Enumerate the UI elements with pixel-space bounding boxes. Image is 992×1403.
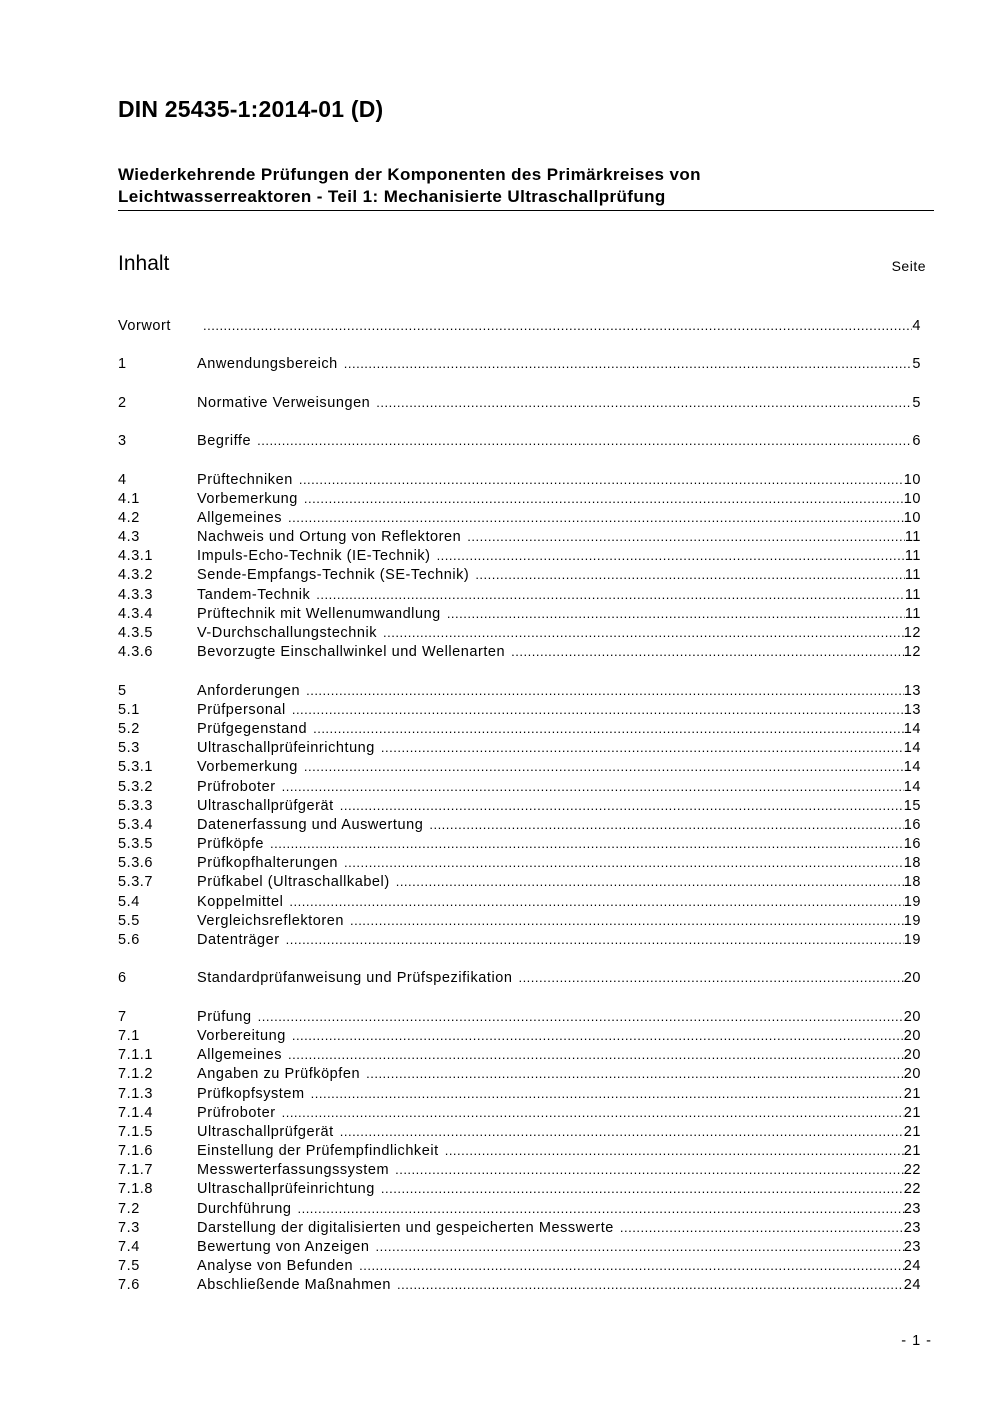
toc-entry-number: 7.1.8 bbox=[118, 1181, 153, 1198]
toc-entry[interactable] bbox=[118, 968, 921, 987]
toc-entry[interactable] bbox=[118, 1256, 921, 1275]
toc-dot-leader bbox=[270, 834, 904, 853]
toc-entry-page: 21 bbox=[903, 1085, 921, 1102]
toc-dot-leader bbox=[350, 911, 904, 930]
toc-entry-title: Angaben zu Prüfköpfen bbox=[197, 1066, 361, 1083]
toc-dot-leader bbox=[376, 393, 912, 412]
toc-entry-number: 7 bbox=[118, 1008, 127, 1025]
document-title-line-1: Wiederkehrende Prüfungen der Komponenten des Primärkreises von bbox=[118, 165, 701, 184]
toc-entry-title: Sende-Empfangs-Technik (SE-Technik) bbox=[197, 567, 470, 584]
toc-entry-title: Prüftechnik mit Wellenumwandlung bbox=[197, 605, 441, 622]
toc-dot-leader bbox=[288, 1045, 904, 1064]
toc-entry-number: 5.5 bbox=[118, 912, 140, 929]
toc-entry[interactable] bbox=[118, 527, 921, 546]
toc-dot-leader bbox=[299, 470, 904, 489]
toc-entry-page: 14 bbox=[903, 759, 921, 776]
toc-entry-title: Prüfköpfe bbox=[197, 836, 265, 853]
toc-entry-number: 5.3 bbox=[118, 740, 140, 757]
toc-dot-leader bbox=[447, 604, 905, 623]
toc-entry-title: Prüfgegenstand bbox=[197, 720, 308, 737]
toc-entry-number: 4.3.4 bbox=[118, 605, 153, 622]
table-of-contents bbox=[118, 316, 921, 1295]
toc-dot-leader bbox=[397, 1275, 904, 1294]
toc-entry[interactable] bbox=[118, 604, 921, 623]
toc-entry[interactable] bbox=[118, 777, 921, 796]
toc-entry[interactable] bbox=[118, 623, 921, 642]
toc-entry[interactable] bbox=[118, 853, 921, 872]
toc-entry-title: Standardprüfanweisung und Prüfspezifikation bbox=[197, 970, 513, 987]
toc-dot-leader bbox=[313, 719, 904, 738]
toc-entry[interactable] bbox=[118, 1007, 921, 1026]
toc-entry-title: Durchführung bbox=[197, 1200, 292, 1217]
toc-entry-page: 23 bbox=[903, 1219, 921, 1236]
toc-entry-number: 7.1.2 bbox=[118, 1066, 153, 1083]
toc-entry-title: Abschließende Maßnahmen bbox=[197, 1277, 391, 1294]
toc-entry-title: Prüfung bbox=[197, 1008, 252, 1025]
toc-entry-title: Normative Verweisungen bbox=[197, 394, 371, 411]
toc-entry-page: 10 bbox=[903, 471, 921, 488]
toc-entry-title: Koppelmittel bbox=[197, 893, 284, 910]
toc-entry-page: 11 bbox=[904, 605, 921, 622]
toc-entry-number: 5.4 bbox=[118, 893, 140, 910]
toc-entry-title: Ultraschallprüfgerät bbox=[197, 797, 334, 814]
toc-entry[interactable] bbox=[118, 546, 921, 565]
toc-entry-page: 21 bbox=[903, 1104, 921, 1121]
toc-entry-title: Vorbemerkung bbox=[197, 759, 298, 776]
toc-entry-page: 20 bbox=[903, 1047, 921, 1064]
toc-entry-page: 19 bbox=[903, 912, 921, 929]
toc-entry[interactable] bbox=[118, 1160, 921, 1179]
toc-entry-page: 16 bbox=[903, 836, 921, 853]
toc-entry-title: Prüfkopfhalterungen bbox=[197, 855, 339, 872]
toc-entry-title: Anwendungsbereich bbox=[197, 356, 338, 373]
toc-dot-leader bbox=[304, 757, 904, 776]
toc-dot-leader bbox=[376, 1237, 904, 1256]
toc-entry[interactable] bbox=[118, 393, 921, 412]
toc-entry-page: 18 bbox=[903, 874, 921, 891]
toc-entry-title: Datenerfassung und Auswertung bbox=[197, 816, 424, 833]
toc-dot-leader bbox=[381, 738, 904, 757]
toc-dot-leader bbox=[344, 853, 904, 872]
toc-entry-number: 5.3.2 bbox=[118, 778, 153, 795]
toc-entry[interactable] bbox=[118, 1045, 921, 1064]
toc-entry-number: 4.1 bbox=[118, 490, 140, 507]
toc-dot-leader bbox=[395, 1160, 904, 1179]
toc-dot-leader bbox=[396, 872, 904, 891]
toc-entry-number: 7.4 bbox=[118, 1239, 140, 1255]
toc-entry[interactable] bbox=[118, 872, 921, 891]
toc-entry-page: 19 bbox=[903, 893, 921, 910]
toc-entry-title: Vorbemerkung bbox=[197, 490, 298, 507]
toc-dot-leader bbox=[282, 1103, 904, 1122]
toc-dot-leader bbox=[304, 489, 904, 508]
toc-entry[interactable] bbox=[118, 431, 921, 450]
toc-entry-page: 12 bbox=[903, 644, 921, 661]
toc-entry-number: 5.3.5 bbox=[118, 836, 153, 853]
toc-entry-page: 16 bbox=[903, 816, 921, 833]
toc-group-spacer bbox=[118, 412, 921, 431]
toc-entry[interactable] bbox=[118, 642, 921, 661]
toc-entry-page: 13 bbox=[903, 682, 921, 699]
toc-entry-page: 14 bbox=[903, 740, 921, 757]
toc-entry-number: 4.3.2 bbox=[118, 567, 153, 584]
toc-entry-number: 7.1.5 bbox=[118, 1123, 153, 1140]
toc-entry-number: 7.6 bbox=[118, 1277, 140, 1294]
toc-entry-title: Vergleichsreflektoren bbox=[197, 912, 344, 929]
toc-entry[interactable] bbox=[118, 1218, 921, 1237]
toc-entry[interactable] bbox=[118, 1103, 921, 1122]
toc-entry-page: 5 bbox=[912, 394, 921, 411]
toc-entry-number: 5.6 bbox=[118, 932, 140, 948]
toc-dot-leader bbox=[620, 1218, 904, 1237]
toc-entry-page: 15 bbox=[903, 797, 921, 814]
toc-entry-page: 20 bbox=[903, 1066, 921, 1083]
toc-dot-leader bbox=[258, 1007, 904, 1026]
toc-entry-page: 11 bbox=[904, 548, 921, 565]
toc-entry-page: 4 bbox=[912, 318, 921, 334]
toc-entry-page: 5 bbox=[912, 356, 921, 373]
toc-dot-leader bbox=[288, 508, 904, 527]
toc-entry[interactable] bbox=[118, 834, 921, 853]
toc-entry[interactable] bbox=[118, 565, 921, 584]
toc-entry[interactable] bbox=[118, 738, 921, 757]
toc-group-spacer bbox=[118, 374, 921, 393]
document-title bbox=[118, 164, 934, 208]
toc-entry-number: 7.1.4 bbox=[118, 1104, 153, 1121]
toc-entry-page: 6 bbox=[912, 433, 921, 450]
toc-entry[interactable] bbox=[118, 1026, 921, 1045]
toc-entry[interactable] bbox=[118, 892, 921, 911]
toc-entry-page: 21 bbox=[903, 1143, 921, 1160]
toc-entry-title: Prüftechniken bbox=[197, 471, 293, 488]
toc-entry-title: Prüfroboter bbox=[197, 1104, 276, 1121]
toc-entry-page: 23 bbox=[903, 1200, 921, 1217]
toc-entry-number: 5.3.6 bbox=[118, 855, 153, 872]
toc-dot-leader bbox=[437, 546, 905, 565]
toc-dot-leader bbox=[316, 585, 905, 604]
toc-dot-leader bbox=[445, 1141, 904, 1160]
toc-group-spacer bbox=[118, 450, 921, 469]
toc-entry-title: Vorbereitung bbox=[197, 1027, 286, 1044]
toc-entry-number: 5.3.7 bbox=[118, 874, 153, 891]
toc-entry-page: 21 bbox=[903, 1123, 921, 1140]
toc-dot-leader bbox=[297, 1199, 903, 1218]
toc-entry-page: 24 bbox=[903, 1277, 921, 1294]
toc-entry-number: 4.3 bbox=[118, 529, 140, 546]
toc-dot-leader bbox=[475, 565, 905, 584]
toc-entry-page: 18 bbox=[903, 855, 921, 872]
toc-entry-number: 6 bbox=[118, 970, 127, 987]
toc-entry-page: 14 bbox=[903, 720, 921, 737]
toc-page-column-label: Seite bbox=[891, 258, 926, 274]
toc-entry-number: 7.1 bbox=[118, 1027, 140, 1044]
toc-entry-number: 5.2 bbox=[118, 720, 140, 737]
toc-entry-number: 7.3 bbox=[118, 1219, 140, 1236]
toc-entry[interactable] bbox=[118, 1237, 921, 1256]
toc-entry-title: V-Durchschallungstechnik bbox=[197, 625, 378, 641]
toc-entry-title: Einstellung der Prüfempfindlichkeit bbox=[197, 1143, 439, 1160]
toc-entry[interactable] bbox=[118, 470, 921, 489]
toc-entry[interactable] bbox=[118, 1141, 921, 1160]
toc-entry-number: 7.5 bbox=[118, 1258, 140, 1275]
toc-entry-title: Bevorzugte Einschallwinkel und Wellenarten bbox=[197, 644, 506, 661]
toc-entry-number: 5.3.4 bbox=[118, 816, 153, 833]
toc-heading: Inhalt bbox=[118, 252, 170, 275]
toc-entry-page: 13 bbox=[903, 701, 921, 718]
toc-entry[interactable] bbox=[118, 1122, 921, 1141]
toc-dot-leader bbox=[289, 892, 903, 911]
toc-entry-title: Allgemeines bbox=[197, 1047, 283, 1064]
toc-entry-number: 4 bbox=[118, 471, 127, 488]
toc-entry[interactable] bbox=[118, 700, 921, 719]
toc-entry-title: Analyse von Befunden bbox=[197, 1258, 354, 1275]
toc-entry-page: 22 bbox=[903, 1181, 921, 1198]
toc-entry-page: 19 bbox=[903, 932, 921, 948]
toc-entry-page: 14 bbox=[903, 778, 921, 795]
toc-entry-title: Impuls-Echo-Technik (IE-Technik) bbox=[197, 548, 431, 565]
toc-entry[interactable] bbox=[118, 930, 921, 949]
toc-entry-number: 5.1 bbox=[118, 701, 140, 718]
page-number: - 1 - bbox=[901, 1333, 932, 1349]
toc-entry[interactable] bbox=[118, 585, 921, 604]
toc-entry-title: Prüfroboter bbox=[197, 778, 276, 795]
toc-group-spacer bbox=[118, 335, 921, 354]
toc-entry-page: 12 bbox=[903, 625, 921, 641]
toc-entry-title: Ultraschallprüfgerät bbox=[197, 1123, 334, 1140]
toc-dot-leader bbox=[344, 354, 913, 373]
toc-entry[interactable] bbox=[118, 354, 921, 373]
toc-dot-leader bbox=[292, 1026, 904, 1045]
toc-entry-number: 7.1.6 bbox=[118, 1143, 153, 1160]
toc-dot-leader bbox=[429, 815, 903, 834]
toc-entry-page: 20 bbox=[903, 1027, 921, 1044]
toc-entry-number: 4.3.6 bbox=[118, 644, 153, 661]
toc-entry-page: 11 bbox=[904, 567, 921, 584]
toc-dot-leader bbox=[257, 431, 912, 450]
toc-entry[interactable] bbox=[118, 681, 921, 700]
toc-entry-number: 7.1.1 bbox=[118, 1047, 153, 1064]
toc-entry-title: Messwerterfassungssystem bbox=[197, 1162, 390, 1179]
toc-dot-leader bbox=[311, 1084, 904, 1103]
toc-entry-title: Bewertung von Anzeigen bbox=[197, 1239, 370, 1255]
toc-entry-page: 11 bbox=[904, 529, 921, 546]
toc-entry-title: Prüfkabel (Ultraschallkabel) bbox=[197, 874, 390, 891]
toc-entry-title: Allgemeines bbox=[197, 509, 283, 526]
toc-entry-page: 10 bbox=[903, 490, 921, 507]
toc-dot-leader bbox=[292, 700, 904, 719]
toc-dot-leader bbox=[359, 1256, 904, 1275]
toc-entry-title: Begriffe bbox=[197, 433, 252, 450]
toc-entry[interactable] bbox=[118, 815, 921, 834]
toc-entry-page: 22 bbox=[903, 1162, 921, 1179]
toc-entry[interactable] bbox=[118, 911, 921, 930]
toc-entry-number: 4.3.3 bbox=[118, 586, 153, 603]
toc-dot-leader bbox=[518, 968, 903, 987]
toc-dot-leader bbox=[381, 1179, 904, 1198]
toc-entry[interactable] bbox=[118, 489, 921, 508]
toc-dot-leader bbox=[282, 777, 904, 796]
toc-entry-number: 4.3.5 bbox=[118, 625, 153, 641]
toc-dot-leader bbox=[286, 930, 904, 949]
toc-entry[interactable] bbox=[118, 316, 921, 335]
toc-dot-leader bbox=[340, 796, 904, 815]
toc-entry[interactable] bbox=[118, 1179, 921, 1198]
toc-dot-leader bbox=[340, 1122, 904, 1141]
document-number: DIN 25435-1:2014-01 (D) bbox=[118, 96, 384, 122]
toc-entry-number: 2 bbox=[118, 394, 127, 411]
toc-entry-title: Anforderungen bbox=[197, 682, 301, 699]
toc-entry-title: Darstellung der digitalisierten und gespeicherten Messwerte bbox=[197, 1219, 614, 1236]
toc-entry[interactable] bbox=[118, 1199, 921, 1218]
toc-group-spacer bbox=[118, 988, 921, 1007]
toc-dot-leader bbox=[203, 316, 912, 335]
toc-entry-page: 10 bbox=[903, 509, 921, 526]
toc-entry-number: 7.1.3 bbox=[118, 1085, 153, 1102]
toc-entry[interactable] bbox=[118, 1275, 921, 1294]
toc-dot-leader bbox=[467, 527, 905, 546]
toc-entry[interactable] bbox=[118, 796, 921, 815]
toc-entry-page: 23 bbox=[903, 1239, 921, 1255]
toc-entry-number: 5.3.1 bbox=[118, 759, 153, 776]
toc-entry-number: 7.2 bbox=[118, 1200, 140, 1217]
toc-entry-title: Prüfpersonal bbox=[197, 701, 286, 718]
toc-dot-leader bbox=[306, 681, 904, 700]
toc-entry-page: 24 bbox=[903, 1258, 921, 1275]
toc-entry[interactable] bbox=[118, 508, 921, 527]
toc-entry[interactable] bbox=[118, 757, 921, 776]
toc-entry-number: 5 bbox=[118, 682, 127, 699]
toc-entry[interactable] bbox=[118, 1064, 921, 1083]
toc-entry-page: 20 bbox=[903, 970, 921, 987]
document-title-line-2: Leichtwasserreaktoren - Teil 1: Mechanisierte Ultraschallprüfung bbox=[118, 187, 666, 206]
toc-entry-title: Ultraschallprüfeinrichtung bbox=[197, 1181, 375, 1198]
toc-group-spacer bbox=[118, 949, 921, 968]
toc-entry-number: 3 bbox=[118, 433, 127, 450]
toc-dot-leader bbox=[366, 1064, 904, 1083]
toc-entry-number: 1 bbox=[118, 356, 127, 373]
toc-entry-title: Nachweis und Ortung von Reflektoren bbox=[197, 529, 462, 546]
toc-entry-title: Datenträger bbox=[197, 932, 280, 948]
toc-entry-title: Tandem-Technik bbox=[197, 586, 311, 603]
toc-entry-page: 20 bbox=[903, 1008, 921, 1025]
toc-entry-number: 5.3.3 bbox=[118, 797, 153, 814]
title-divider bbox=[118, 210, 934, 211]
toc-entry-page: 11 bbox=[904, 586, 921, 603]
toc-entry-number: 4.3.1 bbox=[118, 548, 153, 565]
toc-group-spacer bbox=[118, 661, 921, 680]
toc-dot-leader bbox=[511, 642, 904, 661]
toc-dot-leader bbox=[383, 623, 904, 642]
toc-entry-number: Vorwort bbox=[118, 318, 172, 334]
toc-entry-number: 4.2 bbox=[118, 509, 140, 526]
toc-entry-title: Ultraschallprüfeinrichtung bbox=[197, 740, 375, 757]
toc-entry[interactable] bbox=[118, 1084, 921, 1103]
toc-entry-title: Prüfkopfsystem bbox=[197, 1085, 305, 1102]
toc-entry[interactable] bbox=[118, 719, 921, 738]
toc-entry-number: 7.1.7 bbox=[118, 1162, 153, 1179]
